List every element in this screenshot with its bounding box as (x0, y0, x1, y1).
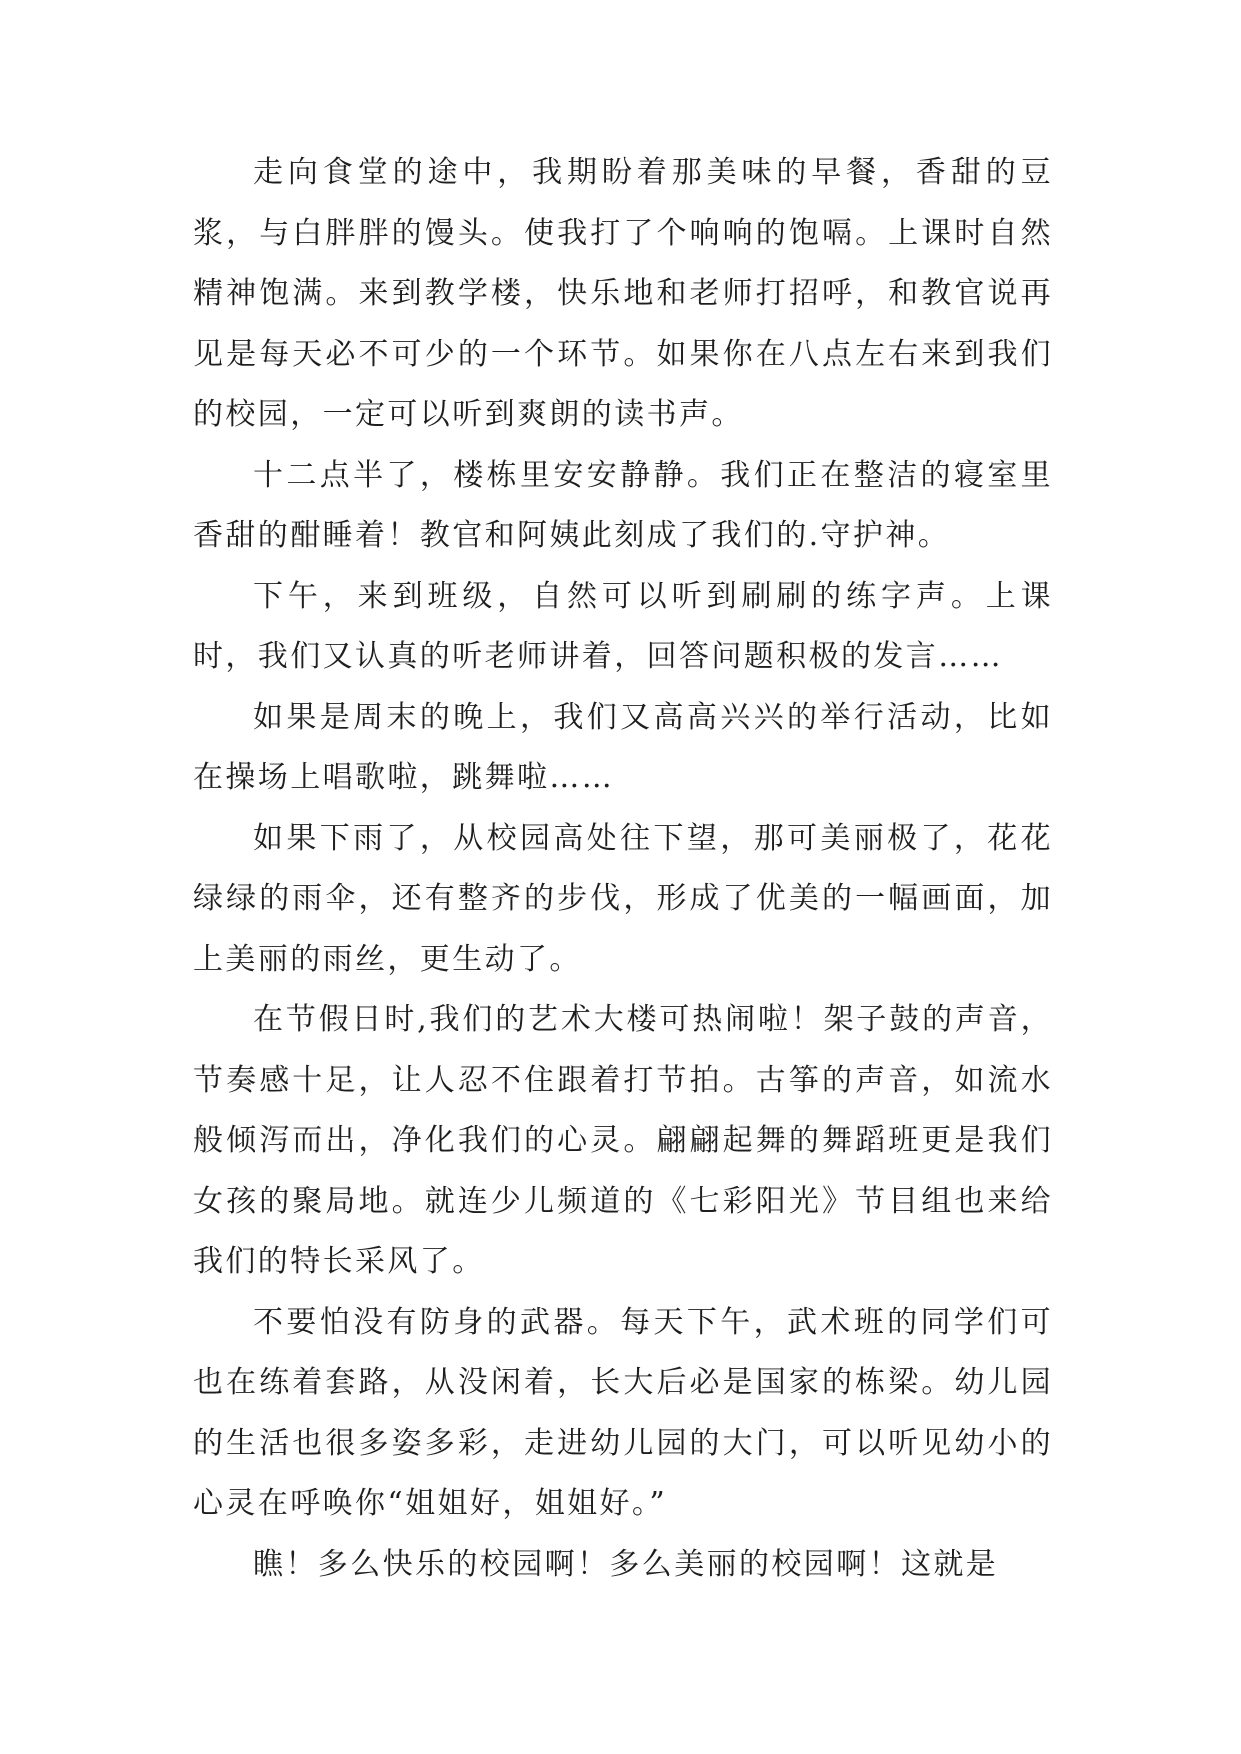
paragraph-1: 走向食堂的途中，我期盼着那美味的早餐，香甜的豆浆，与白胖胖的馒头。使我打了个响响的饱嗝。上课时自然精神饱满。来到教学楼，快乐地和老师打招呼，和教官说再见是每天必不可少的一个环节。如果你在八点左右来到我们的校园，一定可以听到爽朗的读书声。 (193, 155, 1053, 432)
document-body (193, 143, 1053, 1595)
paragraph-6: 在节假日时,我们的艺术大楼可热闹啦！架子鼓的声音，节奏感十足，让人忍不住跟着打节拍。古筝的声音，如流水般倾泻而出，净化我们的心灵。翩翩起舞的舞蹈班更是我们女孩的聚局地。就连少儿频道的《七彩阳光》节目组也来给我们的特长采风了。 (193, 1002, 1053, 1279)
paragraph-5: 如果下雨了，从校园高处往下望，那可美丽极了，花花绿绿的雨伞，还有整齐的步伐，形成了优美的一幅画面，加上美丽的雨丝，更生动了。 (193, 820, 1053, 977)
paragraph-3: 下午，来到班级，自然可以听到刷刷的练字声。上课时，我们又认真的听老师讲着，回答问题积极的发言…… (193, 578, 1053, 674)
paragraph-7: 不要怕没有防身的武器。每天下午，武术班的同学们可也在练着套路，从没闲着，长大后必是国家的栋梁。幼儿园的生活也很多姿多彩，走进幼儿园的大门，可以听见幼小的心灵在呼唤你“姐姐好，姐姐好。” (193, 1304, 1053, 1521)
paragraph-8: 瞧！多么快乐的校园啊！多么美丽的校园啊！这就是 (253, 1546, 999, 1582)
paragraph-4: 如果是周末的晚上，我们又高高兴兴的举行活动，比如在操场上唱歌啦，跳舞啦…… (193, 699, 1053, 795)
paragraph-2: 十二点半了，楼栋里安安静静。我们正在整洁的寝室里香甜的酣睡着！教官和阿姨此刻成了我们的.守护神。 (193, 457, 1053, 553)
